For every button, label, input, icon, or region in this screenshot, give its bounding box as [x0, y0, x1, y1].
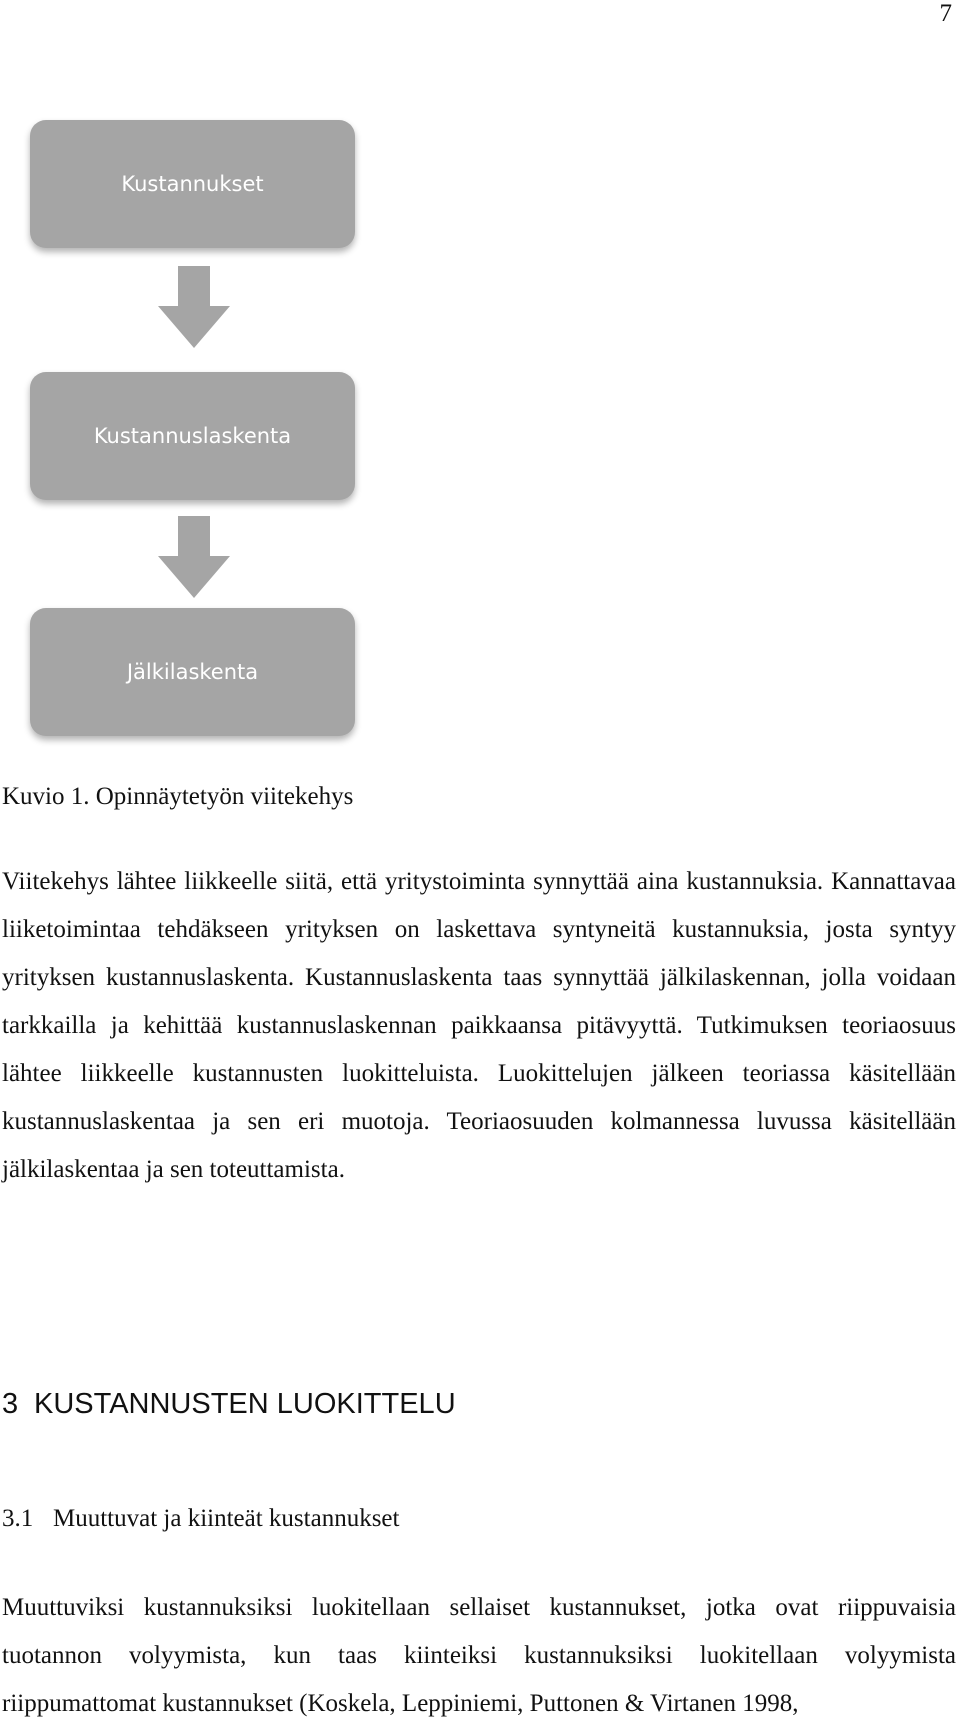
diagram-box-label: Kustannuslaskenta [93, 424, 292, 448]
section-number: 3.1 [2, 1505, 34, 1532]
chapter-number: 3 [2, 1388, 19, 1420]
chapter-title: KUSTANNUSTEN LUOKITTELU [34, 1388, 456, 1420]
body-paragraph: Viitekehys lähtee liikkeelle siitä, että yritystoiminta synnyttää aina kustannuksia. Kannattavaa liiketoimintaa tehdäkseen yrityksen on laskettava syntyneitä kustannuksia, josta syntyy yrityksen kustannuslaskenta. Kustannuslaskenta taas synnyttää jälkilaskennan, jolla voidaan tarkkailla ja kehittää kustannuslaskennan paikkaansa pitävyyttä. Tutkimuksen teoriaosuus lähtee liikkeelle kustannusten luokitteluista. Luokittelujen jälkeen teoriassa käsitellään kustannuslaskentaa ja sen eri muotoja. Teoriaosuuden kolmannessa luvussa käsitellään jälkilaskentaa ja sen toteuttamista. [2, 868, 956, 1183]
diagram-box-label: Jälkilaskenta [126, 660, 259, 684]
section-title: Muuttuvat ja kiinteät kustannukset [53, 1505, 400, 1532]
diagram-box-post-calculation [30, 608, 355, 736]
page-number: 7 [939, 0, 952, 27]
body-paragraph: Muuttuviksi kustannuksiksi luokitellaan sellaiset kustannukset, jotka ovat riippuvaisia tuotannon volyymista, kun taas kiinteiksi kustannuksiksi luokitellaan volyymista riippumattomat kustannukset (Koskela, Leppiniemi, Puttonen & Virtanen 1998, [2, 1594, 956, 1717]
down-arrow-icon [158, 516, 230, 598]
down-arrow-icon [158, 266, 230, 348]
diagram-box-label: Kustannukset [121, 172, 264, 196]
section-heading [2, 1502, 956, 1536]
framework-diagram [30, 120, 360, 740]
figure-caption: Kuvio 1. Opinnäytetyön viitekehys [2, 783, 354, 810]
diagram-box-costs [30, 120, 355, 248]
diagram-box-cost-accounting [30, 372, 355, 500]
chapter-heading [2, 1386, 956, 1422]
